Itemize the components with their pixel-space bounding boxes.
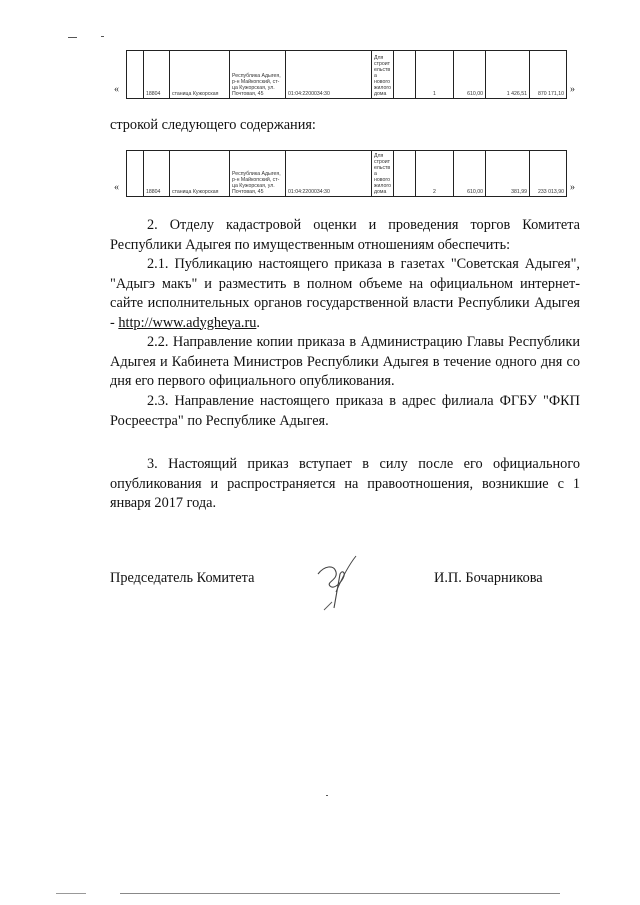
cell-purpose: Для строительства нового жилого дома [372,151,394,197]
cell-value: 233 013,90 [530,151,567,197]
cell-empty [127,51,144,99]
table-open-quote: « [114,182,119,193]
table-close-quote: » [570,84,575,95]
signer-name: И.П. Бочарникова [434,570,543,586]
cell-value: 870 171,10 [530,51,567,99]
cell-rate: 381,99 [486,151,530,197]
scan-mark [68,37,77,38]
cell-purpose: Для строительства нового жилого дома [372,51,394,99]
cell-settlement: станица Кужорская [170,151,230,197]
paragraph-2-1 [110,255,580,333]
cell-group: 2 [416,151,454,197]
line-after-table: строкой следующего содержания: [110,117,316,133]
scan-mark [326,795,328,796]
paragraph-2-1-text: 2.1. Публикацию настоящего приказа в газетах "Советская Адыгея", "Адыгэ макъ" и разместить в полном объеме на официальном интернет-сайте исполнительных органов государственной власти Республики Адыгея - [110,256,580,331]
paragraph-2-2: 2.2. Направление копии приказа в Администрацию Главы Республики Адыгея и Кабинета Министров Республики Адыгея в течение одного дня со дня его первого официального опубликования. [110,334,580,389]
website-link[interactable]: http://www.adygheya.ru [118,314,257,331]
new-row-table [126,150,567,197]
paragraph-2-3: 2.3. Направление настоящего приказа в адрес филиала ФГБУ "ФКП Росреестра" по Республике Адыгея. [110,393,580,429]
cell-address: Республика Адыгея, р-н Майкопский, ст-ца Кужорская, ул. Почтовая, 45 [230,151,286,197]
cell-settlement: станица Кужорская [170,51,230,99]
signer-position: Председатель Комитета [110,570,255,586]
cell-empty [394,151,416,197]
paragraph-2-1-end: . [256,314,260,331]
cell-group: 1 [416,51,454,99]
cell-empty [127,151,144,197]
paragraph-2: 2. Отделу кадастровой оценки и проведения торгов Комитета Республики Адыгея по имущественным отношениям обеспечить: [110,217,580,253]
replaced-row-table [126,50,567,99]
handwritten-signature [312,552,368,612]
cell-address: Республика Адыгея, р-н Майкопский, ст-ца Кужорская, ул. Почтовая, 45 [230,51,286,99]
cell-area: 610,00 [454,51,486,99]
cell-cadastral: 01:04:2200034:30 [286,51,372,99]
scan-mark [101,36,104,37]
paragraph-3: 3. Настоящий приказ вступает в силу после его официального опубликования и распространяется на правоотношения, возникшие с 1 января 2017 года. [110,456,580,511]
table-close-quote: » [570,182,575,193]
cell-empty [394,51,416,99]
cell-number: 18804 [144,51,170,99]
cell-number: 18804 [144,151,170,197]
cell-rate: 1 426,51 [486,51,530,99]
cell-area: 610,00 [454,151,486,197]
cell-cadastral: 01:04:2200034:30 [286,151,372,197]
scan-edge-line [56,893,86,894]
table-open-quote: « [114,84,119,95]
scan-edge-line [120,893,560,894]
